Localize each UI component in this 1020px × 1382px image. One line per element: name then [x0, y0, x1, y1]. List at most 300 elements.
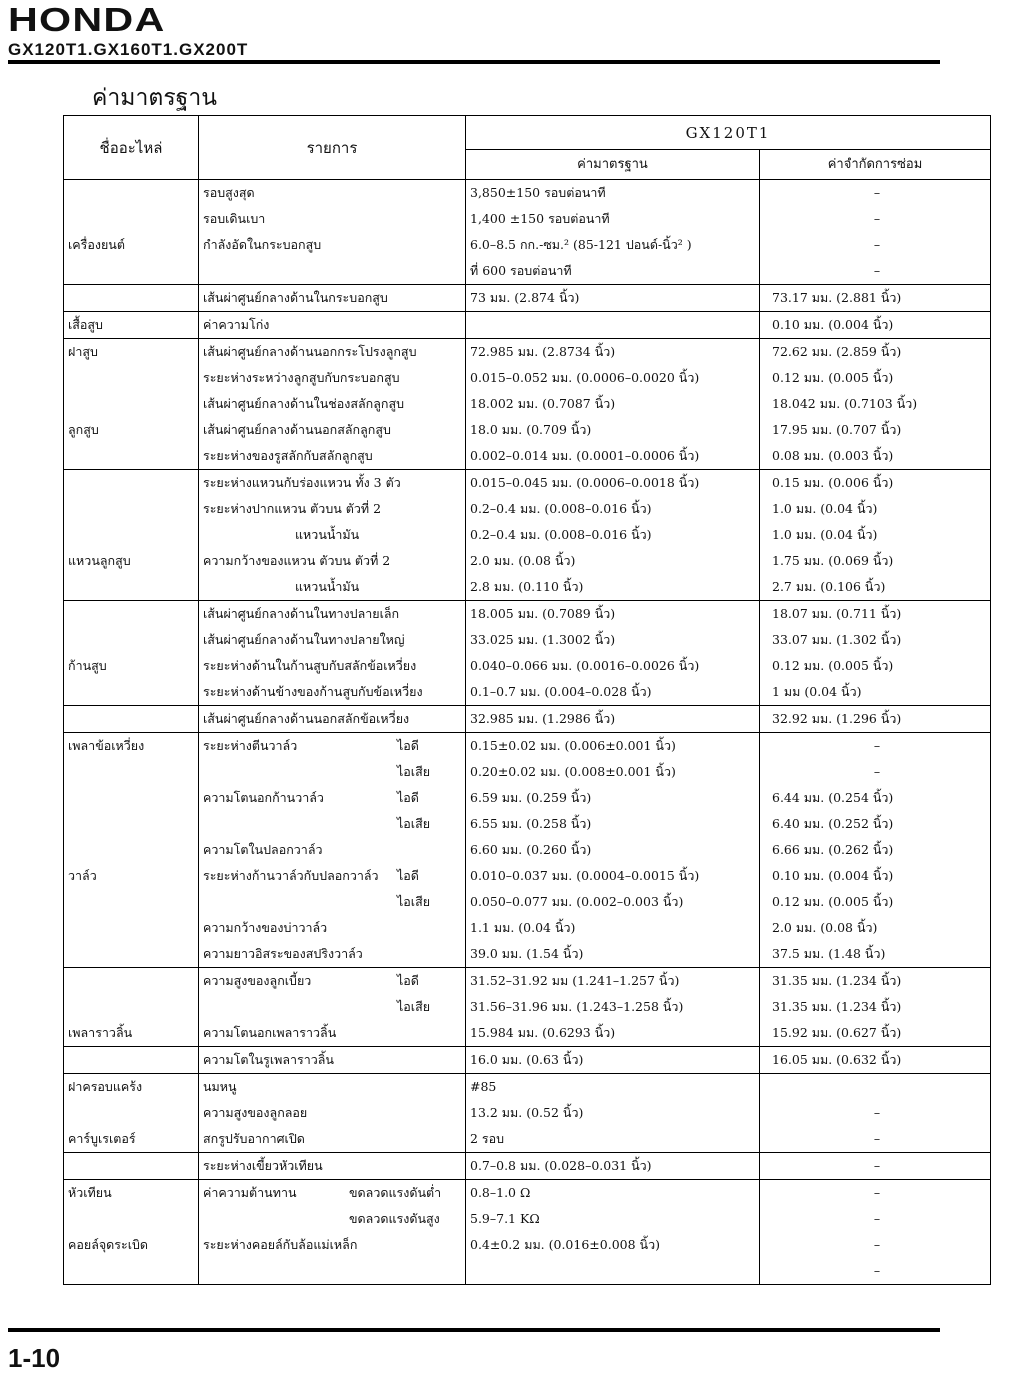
part-cell	[64, 470, 199, 497]
spec-table	[63, 115, 991, 1285]
part-cell	[64, 889, 199, 915]
limit-value-cell: –	[760, 733, 991, 760]
item-sublabel: ไอดี	[397, 973, 419, 988]
table-row	[64, 679, 991, 706]
item-label: แหวนน้ำมัน	[295, 579, 360, 594]
item-label-wrap	[203, 449, 397, 463]
standard-value-cell: 0.040–0.066 มม. (0.0016–0.0026 นิ้ว)	[466, 653, 760, 679]
part-cell	[64, 1153, 199, 1180]
item-label-wrap	[203, 869, 397, 883]
table-row	[64, 889, 991, 915]
item-label: ความโตนอกก้านวาล์ว	[203, 790, 324, 805]
table-row	[64, 941, 991, 968]
standard-value-cell: 3,850±150 รอบต่อนาที	[466, 180, 760, 207]
part-cell	[64, 443, 199, 470]
item-cell	[199, 1126, 466, 1153]
limit-value-cell: 0.15 มม. (0.006 นิ้ว)	[760, 470, 991, 497]
item-label: ความยาวอิสระของสปริงวาล์ว	[203, 946, 363, 961]
table-row	[64, 1258, 991, 1285]
part-cell	[64, 1206, 199, 1232]
standard-value-cell: 13.2 มม. (0.52 นิ้ว)	[466, 1100, 760, 1126]
item-label: รอบสูงสุด	[203, 185, 255, 200]
item-cell	[199, 339, 466, 366]
standard-value-cell: 1.1 มม. (0.04 นิ้ว)	[466, 915, 760, 941]
item-label: ระยะห่างแหวนกับร่องแหวน ทั้ง 3 ตัว	[203, 475, 401, 490]
item-sublabel: ไอดี	[397, 868, 419, 883]
item-label-wrap	[203, 475, 401, 490]
page-title: ค่ามาตรฐาน	[92, 85, 217, 111]
table-row	[64, 522, 991, 548]
spec-table-body	[64, 180, 991, 1285]
limit-value-cell: 0.12 มม. (0.005 นิ้ว)	[760, 365, 991, 391]
table-row	[64, 1232, 991, 1258]
item-cell	[199, 206, 466, 232]
item-label: เส้นผ่าศูนย์กลางด้านในทางปลายเล็ก	[203, 606, 400, 621]
table-row	[64, 365, 991, 391]
part-cell	[64, 759, 199, 785]
header-rule	[8, 60, 940, 64]
standard-value-cell: 16.0 มม. (0.63 นิ้ว)	[466, 1047, 760, 1074]
item-label: ความกว้างของบ่าวาล์ว	[203, 920, 328, 935]
table-row	[64, 863, 991, 889]
item-cell	[199, 391, 466, 417]
standard-value-cell: 0.20±0.02 มม. (0.008±0.001 นิ้ว)	[466, 759, 760, 785]
limit-value-cell: –	[760, 258, 991, 285]
part-cell	[64, 180, 199, 207]
limit-value-cell: 0.12 มม. (0.005 นิ้ว)	[760, 889, 991, 915]
standard-value-cell: ที่ 600 รอบต่อนาที	[466, 258, 760, 285]
limit-value-cell: 0.08 มม. (0.003 นิ้ว)	[760, 443, 991, 470]
standard-value-cell: 2 รอบ	[466, 1126, 760, 1153]
part-cell: คอยล์จุดระเบิด	[64, 1232, 199, 1258]
item-label: ความสูงของลูกลอย	[203, 1105, 308, 1120]
item-cell	[199, 679, 466, 706]
table-row	[64, 232, 991, 258]
item-label-wrap	[203, 791, 397, 805]
item-label-wrap	[203, 711, 410, 726]
part-cell	[64, 391, 199, 417]
limit-value-cell: 18.042 มม. (0.7103 นิ้ว)	[760, 391, 991, 417]
item-label-wrap	[203, 658, 417, 673]
table-row	[64, 574, 991, 601]
item-label: ความโตในปลอกวาล์ว	[203, 842, 323, 857]
item-label: ระยะห่างคอยล์กับล้อแม่เหล็ก	[203, 1237, 358, 1252]
limit-value-cell: –	[760, 1232, 991, 1258]
standard-value-cell: 0.002–0.014 มม. (0.0001–0.0006 นิ้ว)	[466, 443, 760, 470]
item-cell	[199, 785, 466, 811]
part-cell	[64, 1047, 199, 1074]
part-cell: ฝาสูบ	[64, 339, 199, 366]
item-cell	[199, 417, 466, 443]
item-sublabel: ไอเสีย	[397, 999, 431, 1014]
item-label-wrap	[203, 974, 397, 988]
item-cell	[199, 365, 466, 391]
standard-value-cell: 18.005 มม. (0.7089 นิ้ว)	[466, 601, 760, 628]
item-label: ระยะห่างปากแหวน ตัวบน ตัวที่ 2	[203, 501, 382, 516]
part-cell: คาร์บูเรเตอร์	[64, 1126, 199, 1153]
limit-value-cell: 2.0 มม. (0.08 นิ้ว)	[760, 915, 991, 941]
item-cell	[199, 312, 466, 339]
limit-value-cell: 1.0 มม. (0.04 นิ้ว)	[760, 522, 991, 548]
item-label-wrap	[203, 291, 397, 305]
standard-value-cell: 18.0 มม. (0.709 นิ้ว)	[466, 417, 760, 443]
item-label: ความโตในรูเพลาราวลิ้น	[203, 1052, 334, 1067]
item-label-wrap	[203, 186, 397, 200]
standard-value-cell: 0.2–0.4 มม. (0.008–0.016 นิ้ว)	[466, 522, 760, 548]
table-row	[64, 258, 991, 285]
item-label-wrap	[203, 1053, 397, 1067]
table-row	[64, 548, 991, 574]
item-label-wrap	[203, 921, 397, 935]
part-cell: เสื้อสูบ	[64, 312, 199, 339]
table-row	[64, 1206, 991, 1232]
limit-value-cell: 31.35 มม. (1.234 นิ้ว)	[760, 968, 991, 995]
table-row	[64, 285, 991, 312]
item-label: เส้นผ่าศูนย์กลางด้านในช่องสลักลูกสูบ	[203, 396, 405, 411]
item-cell	[199, 1100, 466, 1126]
limit-value-cell: 6.40 มม. (0.252 นิ้ว)	[760, 811, 991, 837]
item-cell	[199, 706, 466, 733]
item-label: ความโตนอกเพลาราวลิ้น	[203, 1025, 337, 1040]
item-label-wrap	[203, 1026, 397, 1040]
item-cell	[199, 968, 466, 995]
table-row	[64, 653, 991, 679]
table-row	[64, 706, 991, 733]
item-cell	[199, 627, 466, 653]
limit-value-cell: 73.17 มม. (2.881 นิ้ว)	[760, 285, 991, 312]
item-label-wrap	[203, 370, 400, 385]
limit-value-cell: 72.62 มม. (2.859 นิ้ว)	[760, 339, 991, 366]
item-sublabel: ขดลวดแรงดันสูง	[349, 1211, 440, 1226]
item-cell	[199, 522, 466, 548]
table-row	[64, 627, 991, 653]
item-sublabel: ขดลวดแรงดันต่ำ	[349, 1185, 442, 1200]
standard-value-cell: 6.59 มม. (0.259 นิ้ว)	[466, 785, 760, 811]
table-row	[64, 601, 991, 628]
item-label: เส้นผ่าศูนย์กลางด้านนอกสลักลูกสูบ	[203, 422, 391, 437]
item-cell	[199, 941, 466, 968]
part-cell: หัวเทียน	[64, 1180, 199, 1207]
item-label: ระยะห่างระหว่างลูกสูบกับกระบอกสูบ	[203, 370, 400, 385]
limit-value-cell: 31.35 มม. (1.234 นิ้ว)	[760, 994, 991, 1020]
part-cell: ฝาครอบแคร้ง	[64, 1074, 199, 1101]
item-label: นมหนู	[203, 1079, 237, 1094]
part-cell	[64, 574, 199, 601]
item-cell	[199, 1047, 466, 1074]
table-row	[64, 1180, 991, 1207]
item-cell	[199, 258, 466, 285]
part-cell: แหวนลูกสูบ	[64, 548, 199, 574]
item-cell	[199, 1074, 466, 1101]
item-label-wrap	[203, 396, 405, 411]
standard-value-cell: 6.0–8.5 กก.-ซม.² (85-121 ปอนด์-นิ้ว² )	[466, 232, 760, 258]
col-header-part: ชื่ออะไหล่	[64, 116, 199, 180]
limit-value-cell: 15.92 มม. (0.627 นิ้ว)	[760, 1020, 991, 1047]
item-label-wrap	[203, 554, 397, 568]
item-label-wrap	[203, 238, 397, 252]
item-label: กำลังอัดในกระบอกสูบ	[203, 237, 322, 252]
item-label: ระยะห่างของรูสลักกับสลักลูกสูบ	[203, 448, 373, 463]
item-label-wrap	[203, 318, 397, 332]
item-cell	[199, 837, 466, 863]
part-cell	[64, 785, 199, 811]
col-header-standard: ค่ามาตรฐาน	[466, 150, 760, 180]
item-cell	[199, 653, 466, 679]
table-row	[64, 417, 991, 443]
table-row	[64, 837, 991, 863]
table-row	[64, 1047, 991, 1074]
part-cell: วาล์ว	[64, 863, 199, 889]
item-label-wrap	[203, 739, 397, 753]
part-cell	[64, 206, 199, 232]
part-cell: เครื่องยนต์	[64, 232, 199, 258]
table-row	[64, 496, 991, 522]
limit-value-cell: 17.95 มม. (0.707 นิ้ว)	[760, 417, 991, 443]
item-cell	[199, 759, 466, 785]
item-label-wrap	[203, 1080, 397, 1094]
item-label: ระยะห่างด้านข้างของก้านสูบกับข้อเหวี่ยง	[203, 684, 423, 699]
item-label-wrap	[203, 212, 397, 226]
standard-value-cell: 0.4±0.2 มม. (0.016±0.008 นิ้ว)	[466, 1232, 760, 1258]
item-cell	[199, 733, 466, 760]
part-cell	[64, 941, 199, 968]
item-label-wrap	[203, 528, 397, 542]
table-row	[64, 206, 991, 232]
item-cell	[199, 548, 466, 574]
standard-value-cell: 32.985 มม. (1.2986 นิ้ว)	[466, 706, 760, 733]
item-sublabel: ไอเสีย	[397, 764, 431, 779]
table-row	[64, 443, 991, 470]
part-cell: เพลาข้อเหวี่ยง	[64, 733, 199, 760]
item-label: ระยะห่างด้านในก้านสูบกับสลักข้อเหวี่ยง	[203, 658, 417, 673]
table-row	[64, 785, 991, 811]
part-cell	[64, 365, 199, 391]
item-label-wrap	[203, 1186, 349, 1200]
limit-value-cell: 6.44 มม. (0.254 นิ้ว)	[760, 785, 991, 811]
item-label: ความกว้างของแหวน ตัวบน ตัวที่ 2	[203, 553, 391, 568]
limit-value-cell: –	[760, 1100, 991, 1126]
item-cell	[199, 443, 466, 470]
limit-value-cell	[760, 1074, 991, 1101]
standard-value-cell: 0.2–0.4 มม. (0.008–0.016 นิ้ว)	[466, 496, 760, 522]
item-cell	[199, 470, 466, 497]
item-label: ค่าความโก่ง	[203, 317, 270, 332]
table-row	[64, 339, 991, 366]
item-sublabel: ไอเสีย	[397, 894, 431, 909]
table-row	[64, 1153, 991, 1180]
standard-value-cell: 6.55 มม. (0.258 นิ้ว)	[466, 811, 760, 837]
table-row	[64, 968, 991, 995]
limit-value-cell: 0.10 มม. (0.004 นิ้ว)	[760, 312, 991, 339]
item-label: ความสูงของลูกเบี้ยว	[203, 973, 312, 988]
limit-value-cell: –	[760, 206, 991, 232]
limit-value-cell: –	[760, 180, 991, 207]
brand-logo: HONDA	[8, 1, 166, 38]
item-label-wrap	[203, 1132, 397, 1146]
part-cell	[64, 627, 199, 653]
item-cell	[199, 232, 466, 258]
part-cell	[64, 994, 199, 1020]
table-row	[64, 470, 991, 497]
item-sublabel: ไอเสีย	[397, 816, 431, 831]
item-cell	[199, 1020, 466, 1047]
standard-value-cell: 31.52–31.92 มม (1.241–1.257 นิ้ว)	[466, 968, 760, 995]
item-cell	[199, 889, 466, 915]
standard-value-cell: 2.0 มม. (0.08 นิ้ว)	[466, 548, 760, 574]
table-row	[64, 180, 991, 207]
part-cell	[64, 258, 199, 285]
limit-value-cell: –	[760, 1153, 991, 1180]
table-row	[64, 391, 991, 417]
item-label: ระยะห่างเขี้ยวหัวเทียน	[203, 1158, 323, 1173]
standard-value-cell: 0.15±0.02 มม. (0.006±0.001 นิ้ว)	[466, 733, 760, 760]
standard-value-cell: 73 มม. (2.874 นิ้ว)	[466, 285, 760, 312]
col-header-model: GX120T1	[466, 116, 991, 150]
table-row	[64, 1074, 991, 1101]
part-cell	[64, 968, 199, 995]
standard-value-cell: 0.8–1.0 Ω	[466, 1180, 760, 1207]
limit-value-cell: 18.07 มม. (0.711 นิ้ว)	[760, 601, 991, 628]
item-label: ค่าความต้านทาน	[203, 1185, 297, 1200]
item-label: ระยะห่างตีนวาล์ว	[203, 738, 298, 753]
limit-value-cell: 0.10 มม. (0.004 นิ้ว)	[760, 863, 991, 889]
standard-value-cell: 5.9–7.1 KΩ	[466, 1206, 760, 1232]
item-cell	[199, 1258, 466, 1285]
item-label-wrap	[203, 1238, 397, 1252]
standard-value-cell: #85	[466, 1074, 760, 1101]
standard-value-cell: 0.050–0.077 มม. (0.002–0.003 นิ้ว)	[466, 889, 760, 915]
standard-value-cell: 0.010–0.037 มม. (0.0004–0.0015 นิ้ว)	[466, 863, 760, 889]
limit-value-cell: 1 มม (0.04 นิ้ว)	[760, 679, 991, 706]
standard-value-cell: 0.015–0.045 มม. (0.0006–0.0018 นิ้ว)	[466, 470, 760, 497]
standard-value-cell: 39.0 มม. (1.54 นิ้ว)	[466, 941, 760, 968]
table-row	[64, 1126, 991, 1153]
item-cell	[199, 863, 466, 889]
item-label-wrap	[203, 502, 397, 516]
item-cell	[199, 1206, 466, 1232]
item-cell	[199, 1180, 466, 1207]
item-cell	[199, 285, 466, 312]
item-cell	[199, 496, 466, 522]
part-cell	[64, 811, 199, 837]
table-row	[64, 312, 991, 339]
item-cell	[199, 1232, 466, 1258]
item-cell	[199, 811, 466, 837]
col-header-limit: ค่าจำกัดการซ่อม	[760, 150, 991, 180]
limit-value-cell: –	[760, 759, 991, 785]
limit-value-cell: 16.05 มม. (0.632 นิ้ว)	[760, 1047, 991, 1074]
limit-value-cell: 1.0 มม. (0.04 นิ้ว)	[760, 496, 991, 522]
item-label: สกรูปรับอากาศเปิด	[203, 1131, 305, 1146]
item-label-wrap	[203, 843, 397, 857]
limit-value-cell: 1.75 มม. (0.069 นิ้ว)	[760, 548, 991, 574]
item-label-wrap	[203, 1159, 397, 1173]
part-cell	[64, 1100, 199, 1126]
table-row	[64, 1020, 991, 1047]
item-label-wrap	[203, 606, 400, 621]
standard-value-cell: 15.984 มม. (0.6293 นิ้ว)	[466, 1020, 760, 1047]
item-cell	[199, 1153, 466, 1180]
limit-value-cell: –	[760, 1180, 991, 1207]
part-cell	[64, 285, 199, 312]
model-list: GX120T1.GX160T1.GX200T	[8, 40, 249, 59]
standard-value-cell: 1,400 ±150 รอบต่อนาที	[466, 206, 760, 232]
item-cell	[199, 574, 466, 601]
item-label: แหวนน้ำมัน	[295, 527, 360, 542]
item-label-wrap	[203, 947, 397, 961]
standard-value-cell	[466, 312, 760, 339]
item-label: ระยะห่างก้านวาล์วกับปลอกวาล์ว	[203, 868, 379, 883]
table-row	[64, 733, 991, 760]
item-label: เส้นผ่าศูนย์กลางด้านนอกสลักข้อเหวี่ยง	[203, 711, 410, 726]
item-label: เส้นผ่าศูนย์กลางด้านในกระบอกสูบ	[203, 290, 388, 305]
item-label: เส้นผ่าศูนย์กลางด้านนอกกระโปรงลูกสูบ	[203, 344, 417, 359]
limit-value-cell: –	[760, 1258, 991, 1285]
item-sublabel: ไอดี	[397, 790, 419, 805]
standard-value-cell: 0.1–0.7 มม. (0.004–0.028 นิ้ว)	[466, 679, 760, 706]
table-row	[64, 759, 991, 785]
limit-value-cell: 0.12 มม. (0.005 นิ้ว)	[760, 653, 991, 679]
part-cell	[64, 601, 199, 628]
standard-value-cell: 31.56–31.96 มม. (1.243–1.258 นิ้ว)	[466, 994, 760, 1020]
item-cell	[199, 994, 466, 1020]
item-label-wrap	[203, 423, 397, 437]
footer-rule	[8, 1328, 940, 1332]
part-cell	[64, 522, 199, 548]
limit-value-cell: 37.5 มม. (1.48 นิ้ว)	[760, 941, 991, 968]
limit-value-cell: 32.92 มม. (1.296 นิ้ว)	[760, 706, 991, 733]
standard-value-cell: 2.8 มม. (0.110 นิ้ว)	[466, 574, 760, 601]
item-label: รอบเดินเบา	[203, 211, 266, 226]
item-cell	[199, 180, 466, 207]
standard-value-cell: 18.002 มม. (0.7087 นิ้ว)	[466, 391, 760, 417]
table-row	[64, 994, 991, 1020]
item-sublabel: ไอดี	[397, 738, 419, 753]
limit-value-cell: –	[760, 232, 991, 258]
page-number: 1-10	[8, 1343, 61, 1373]
limit-value-cell: 2.7 มม. (0.106 นิ้ว)	[760, 574, 991, 601]
part-cell	[64, 496, 199, 522]
table-row	[64, 811, 991, 837]
item-label-wrap	[203, 1106, 397, 1120]
standard-value-cell: 72.985 มม. (2.8734 นิ้ว)	[466, 339, 760, 366]
part-cell	[64, 837, 199, 863]
limit-value-cell: –	[760, 1126, 991, 1153]
col-header-item: รายการ	[199, 116, 466, 180]
item-label-wrap	[203, 344, 417, 359]
limit-value-cell: 33.07 มม. (1.302 นิ้ว)	[760, 627, 991, 653]
item-label-wrap	[203, 684, 423, 699]
limit-value-cell: –	[760, 1206, 991, 1232]
item-label: เส้นผ่าศูนย์กลางด้านในทางปลายใหญ่	[203, 632, 405, 647]
standard-value-cell: 0.7–0.8 มม. (0.028–0.031 นิ้ว)	[466, 1153, 760, 1180]
standard-value-cell: 0.015–0.052 มม. (0.0006–0.0020 นิ้ว)	[466, 365, 760, 391]
standard-value-cell: 6.60 มม. (0.260 นิ้ว)	[466, 837, 760, 863]
standard-value-cell	[466, 1258, 760, 1285]
part-cell	[64, 1258, 199, 1285]
table-row	[64, 915, 991, 941]
item-cell	[199, 915, 466, 941]
table-row	[64, 1100, 991, 1126]
item-cell	[199, 601, 466, 628]
part-cell: ลูกสูบ	[64, 417, 199, 443]
limit-value-cell: 6.66 มม. (0.262 นิ้ว)	[760, 837, 991, 863]
standard-value-cell: 33.025 มม. (1.3002 นิ้ว)	[466, 627, 760, 653]
part-cell	[64, 915, 199, 941]
item-label-wrap	[203, 580, 397, 594]
item-label-wrap	[203, 632, 405, 647]
part-cell: ก้านสูบ	[64, 653, 199, 679]
